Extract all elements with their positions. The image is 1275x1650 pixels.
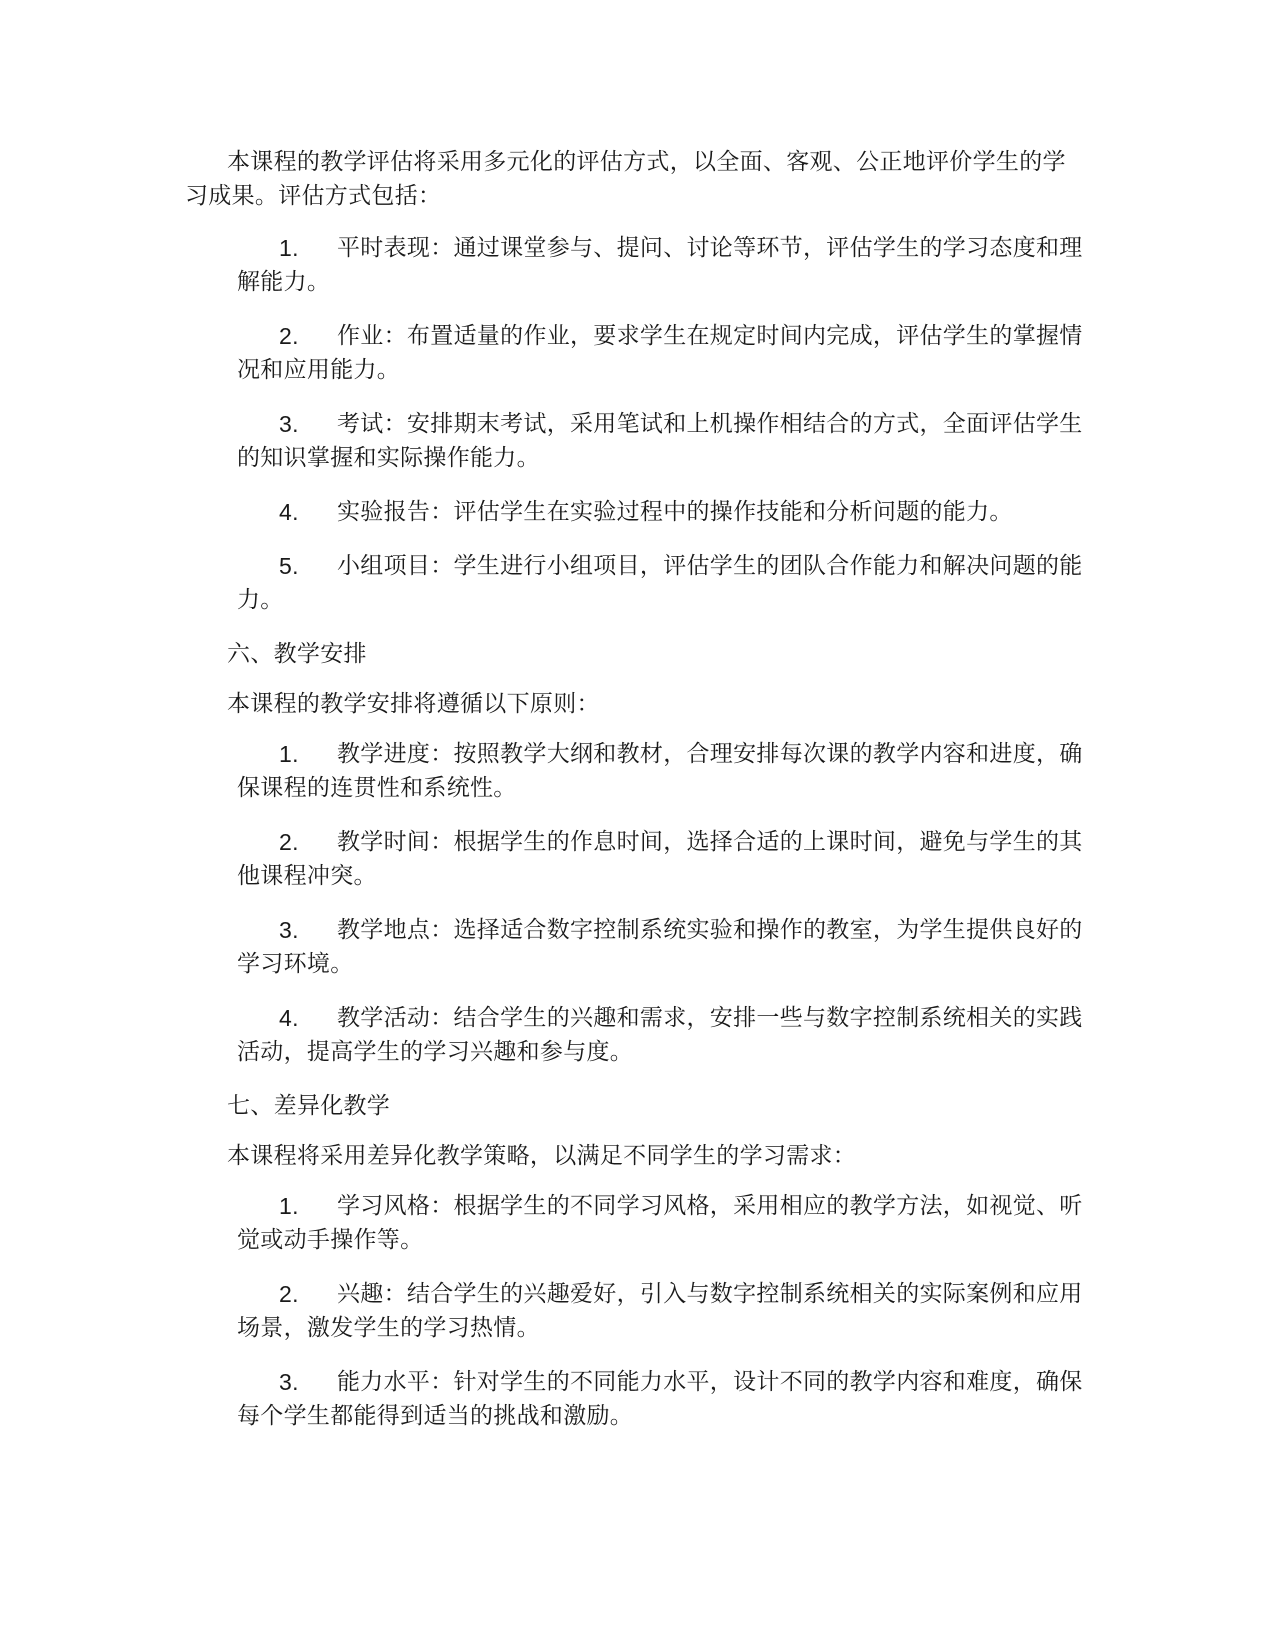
item-text: 作业：布置适量的作业，要求学生在规定时间内完成，评估学生的掌握情况和应用能力。 [237, 323, 1083, 383]
item-text: 教学地点：选择适合数字控制系统实验和操作的教室，为学生提供良好的学习环境。 [237, 917, 1083, 977]
list-item [185, 231, 1085, 299]
list-item [185, 1365, 1085, 1433]
list-item [185, 1189, 1085, 1257]
item-text: 教学时间：根据学生的作息时间，选择合适的上课时间，避免与学生的其他课程冲突。 [237, 829, 1083, 889]
item-number: 2. [279, 829, 299, 855]
item-text: 能力水平：针对学生的不同能力水平，设计不同的教学内容和难度，确保每个学生都能得到适当的挑战和激励。 [237, 1369, 1083, 1429]
arrangement-list [185, 737, 1085, 1069]
section-lead: 本课程将采用差异化教学策略，以满足不同学生的学习需求： [227, 1143, 857, 1169]
intro-paragraph: 本课程的教学评估将采用多元化的评估方式，以全面、客观、公正地评价学生的学习成果。评估方式包括： [185, 149, 1066, 209]
item-text: 平时表现：通过课堂参与、提问、讨论等环节，评估学生的学习态度和理解能力。 [237, 235, 1083, 295]
item-number: 2. [279, 323, 299, 349]
item-number: 1. [279, 741, 299, 767]
section-heading: 六、教学安排 [227, 641, 367, 667]
list-item [185, 407, 1085, 475]
item-number: 1. [279, 1193, 299, 1219]
section-lead: 本课程的教学安排将遵循以下原则： [227, 691, 600, 717]
list-item [185, 319, 1085, 387]
section-teaching-arrangement [185, 637, 1085, 1069]
list-item [185, 1001, 1085, 1069]
item-text: 兴趣：结合学生的兴趣爱好，引入与数字控制系统相关的实际案例和应用场景，激发学生的学习热情。 [237, 1281, 1083, 1341]
item-number: 3. [279, 1369, 299, 1395]
item-text: 考试：安排期末考试，采用笔试和上机操作相结合的方式，全面评估学生的知识掌握和实际操作能力。 [237, 411, 1083, 471]
section-differentiated-teaching [185, 1089, 1085, 1433]
section-heading: 七、差异化教学 [227, 1093, 391, 1119]
list-item [185, 913, 1085, 981]
item-text: 实验报告：评估学生在实验过程中的操作技能和分析问题的能力。 [337, 499, 1013, 525]
item-text: 小组项目：学生进行小组项目，评估学生的团队合作能力和解决问题的能力。 [237, 553, 1083, 613]
item-number: 2. [279, 1281, 299, 1307]
item-number: 4. [279, 499, 299, 525]
item-text: 教学活动：结合学生的兴趣和需求，安排一些与数字控制系统相关的实践活动，提高学生的学习兴趣和参与度。 [237, 1005, 1083, 1065]
assessment-list [185, 231, 1085, 617]
list-item [185, 495, 1085, 529]
list-item [185, 825, 1085, 893]
list-item [185, 737, 1085, 805]
item-number: 4. [279, 1005, 299, 1031]
item-text: 学习风格：根据学生的不同学习风格，采用相应的教学方法，如视觉、听觉或动手操作等。 [237, 1193, 1083, 1253]
item-number: 1. [279, 235, 299, 261]
item-number: 3. [279, 917, 299, 943]
list-item [185, 1277, 1085, 1345]
item-number: 5. [279, 553, 299, 579]
item-text: 教学进度：按照教学大纲和教材，合理安排每次课的教学内容和进度，确保课程的连贯性和系统性。 [237, 741, 1083, 801]
differentiation-list [185, 1189, 1085, 1433]
document-page [185, 145, 1085, 1453]
list-item [185, 549, 1085, 617]
item-number: 3. [279, 411, 299, 437]
